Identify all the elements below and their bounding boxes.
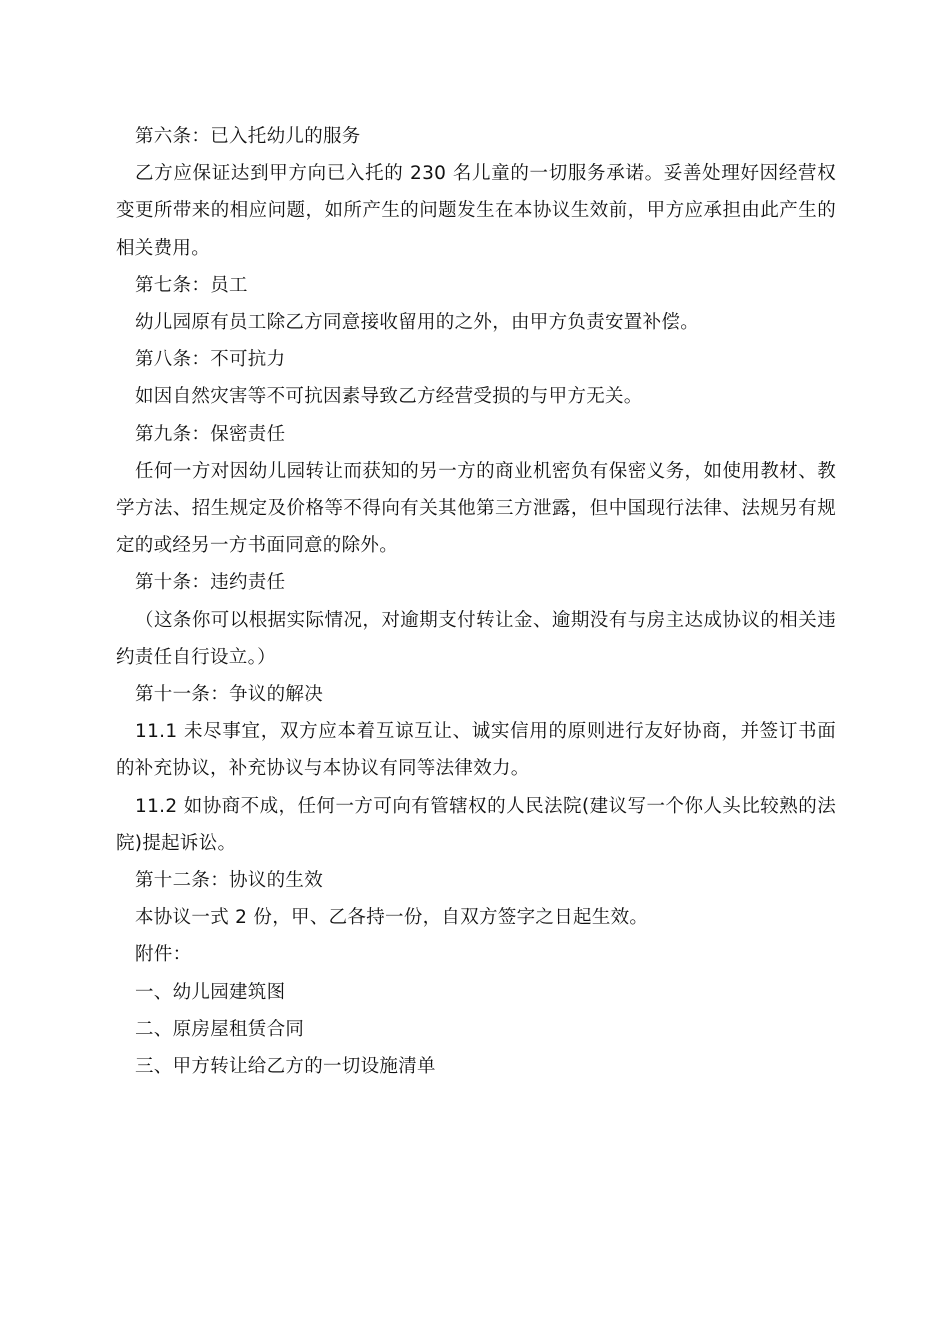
attachment-2: 二、原房屋租赁合同 bbox=[135, 1018, 305, 1040]
article-7-heading: 第七条：员工 bbox=[135, 274, 248, 296]
document-body bbox=[116, 118, 836, 1085]
attachment-3: 三、甲方转让给乙方的一切设施清单 bbox=[135, 1056, 436, 1078]
article-7-body: 幼儿园原有员工除乙方同意接收留用的之外，由甲方负责安置补偿。 bbox=[135, 312, 700, 334]
attachments-heading: 附件： bbox=[135, 944, 192, 966]
article-10-heading: 第十条：违约责任 bbox=[135, 572, 286, 594]
article-12-heading: 第十二条：协议的生效 bbox=[135, 870, 324, 892]
article-9-heading: 第九条：保密责任 bbox=[135, 423, 286, 445]
article-9-body: 任何一方对因幼儿园转让而获知的另一方的商业机密负有保密义务，如使用教材、教学方法、招生规定及价格等不得向有关其他第三方泄露，但中国现行法律、法规另有规定的或经另一方书面同意的除外。 bbox=[116, 460, 836, 557]
clause-11-1: 11.1 未尽事宜，双方应本着互谅互让、诚实信用的原则进行友好协商，并签订书面的补充协议，补充协议与本协议有同等法律效力。 bbox=[116, 721, 836, 780]
article-12-body: 本协议一式 2 份，甲、乙各持一份，自双方签字之日起生效。 bbox=[135, 907, 649, 929]
attachment-1: 一、幼儿园建筑图 bbox=[135, 981, 286, 1003]
article-8-heading: 第八条：不可抗力 bbox=[135, 349, 286, 371]
article-10-body: （这条你可以根据实际情况，对逾期支付转让金、逾期没有与房主达成协议的相关违约责任自行设立。） bbox=[116, 609, 836, 668]
article-11-heading: 第十一条：争议的解决 bbox=[135, 684, 324, 706]
clause-11-2: 11.2 如协商不成，任何一方可向有管辖权的人民法院(建议写一个你人头比较熟的法院)提起诉讼。 bbox=[116, 795, 836, 854]
article-6-heading: 第六条：已入托幼儿的服务 bbox=[135, 126, 361, 147]
article-8-body: 如因自然灾害等不可抗因素导致乙方经营受损的与甲方无关。 bbox=[135, 386, 643, 408]
article-6-body: 乙方应保证达到甲方向已入托的 230 名儿童的一切服务承诺。妥善处理好因经营权变更所带来的相应问题，如所产生的问题发生在本协议生效前，甲方应承担由此产生的相关费用。 bbox=[116, 163, 836, 259]
